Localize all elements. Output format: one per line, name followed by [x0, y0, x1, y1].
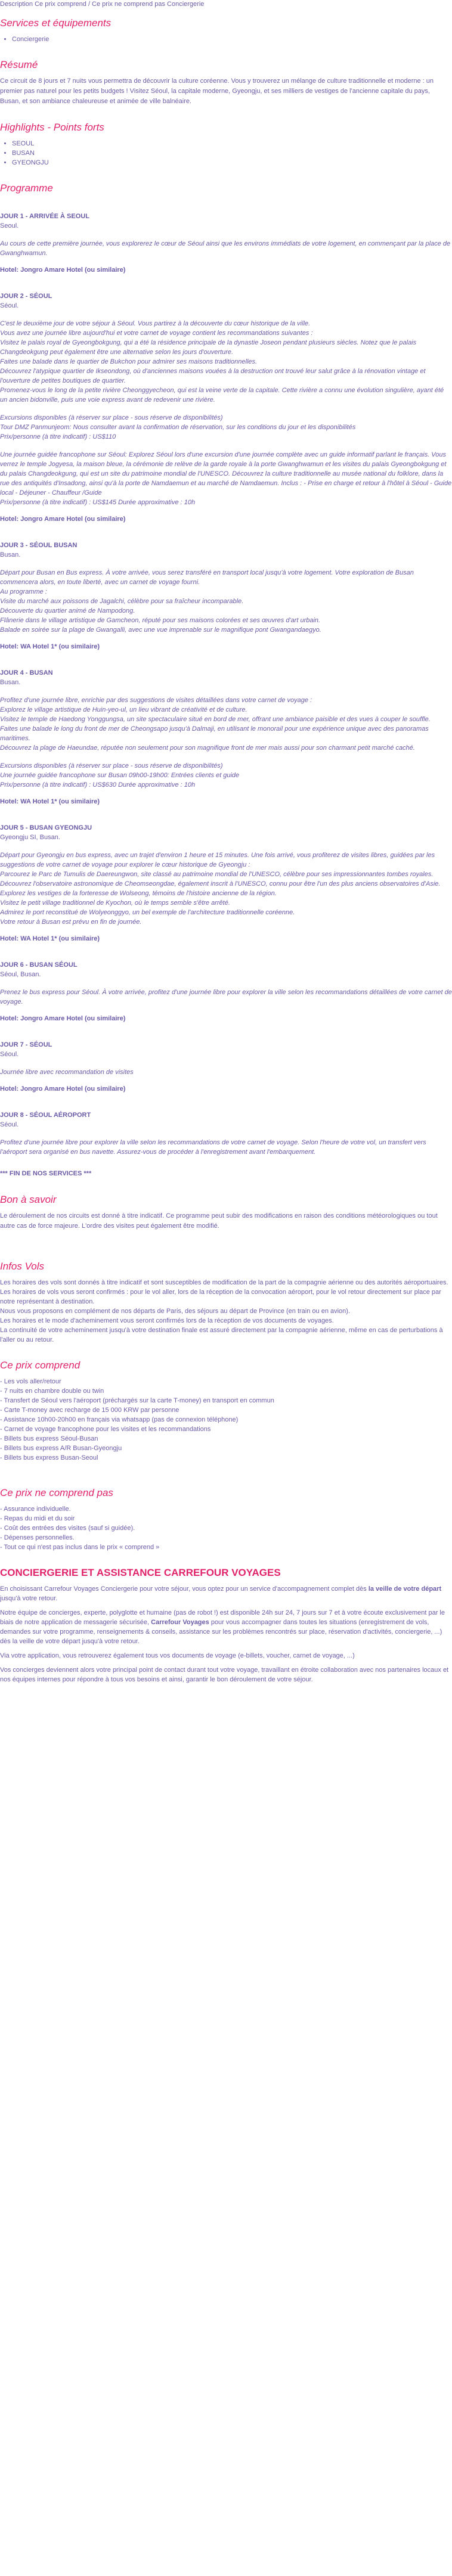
- day-description: [0, 568, 452, 635]
- day-paragraph: Une journée guidée francophone sur Séoul: Explorez Séoul lors d'une excursion d'une journée complète avec un guide informatif parlant le français. Vous verrez le temple Jogyesa, la maison bleue, la cérémonie de relève de la garde royale à la porte Gwanghwamun et les visites du palais Gyeongbokgung et du palais Changdeokgung, qui est un site du patrimoine mondial de l'UNESCO. Découvrez la culture traditionnelle au musée national du folklore, dans la rue des antiquités d'Insadong, ainsi qu'à la porte de Namdaemun et au marché de Namdaemun. Inclus : - Prise en charge et retour à l'hôtel à Séoul - Guide local - Déjeuner - Chauffeur /Guide: [0, 451, 452, 496]
- paragraph-gap: [0, 405, 452, 413]
- highlight-item: • SEOUL: [12, 139, 452, 148]
- highlight-item: • GYEONGJU: [12, 158, 452, 167]
- conciergerie-p1-pre: En choisissant Carrefour Voyages Conciergerie pour votre séjour, vous optez pour un service d'accompagnement complet dès: [0, 1585, 369, 1593]
- day-place: Busan.: [0, 679, 21, 686]
- bon-a-savoir-text: Le déroulement de nos circuits est donné à titre indicatif. Ce programme peut subir des modifications en raison des conditions météorologiques ou tout autre cas de force majeure. L'ordre des visites peut également être modifié.: [0, 1212, 438, 1230]
- highlights-list: [0, 139, 452, 167]
- day-place: Séoul.: [0, 1121, 19, 1128]
- day-description: [0, 696, 452, 790]
- day-hotel: Hotel: WA Hotel 1* (ou similaire): [0, 935, 100, 942]
- programme-day: [0, 1110, 452, 1157]
- day-title: JOUR 2 - SÉOUL: [0, 293, 52, 300]
- day-place: Gyeongju SI, Busan.: [0, 834, 60, 841]
- programme-day: [0, 668, 452, 806]
- day-hotel: Hotel: Jongro Amare Hotel (ou similaire): [0, 266, 126, 274]
- infos-vols-paragraph: Nous vous proposons en complément de nos départs de Paris, des séjours au départ de Province (en train ou en avion).: [0, 1308, 351, 1315]
- day-paragraph: Flânerie dans le village artistique de Gamcheon, réputé pour ses maisons colorées et ses œuvres d'art urbain.: [0, 617, 321, 624]
- day-description: [0, 851, 452, 927]
- day-paragraph: Faites une balade le long du front de mer de Cheongsapo jusqu'à Dalmaji, en utilisant le monorail pour une expérience unique avec des panoramas maritimes.: [0, 725, 429, 742]
- day-hotel: Hotel: WA Hotel 1* (ou similaire): [0, 798, 100, 805]
- infos-vols-paragraph: Les horaires et le mode d'acheminement vous seront confirmés lors de la réception de vos documents de voyages.: [0, 1317, 334, 1324]
- conciergerie-p2-bold: Carrefour Voyages: [151, 1619, 209, 1626]
- conciergerie-p2-post: pour vous accompagner dans toutes les situations (enregistrement de vols, demandes sur votre programme, renseignements & conseils, assistance sur les problèmes rencontrés sur place, réservation d'activités, conciergerie, ...) dès la veille de votre départ jusqu'à votre retour.: [0, 1619, 442, 1645]
- day-paragraph: Balade en soirée sur la plage de Gwangalli, avec une vue imprenable sur le magnifique pont Gwangandaegyo.: [0, 626, 321, 634]
- prix-ne-comprend-item: - Dépenses personnelles.: [0, 1534, 75, 1541]
- day-paragraph: Découverte du quartier animé de Nampodong.: [0, 607, 135, 614]
- day-paragraph: Découvrez la plage de Haeundae, réputée non seulement pour son magnifique front de mer mais aussi pour son charmant petit marché caché.: [0, 744, 415, 752]
- day-title: JOUR 1 - ARRIVÉE À SEOUL: [0, 213, 89, 220]
- infos-vols-paragraph: Les horaires de vols vous seront confirmés : pour le vol aller, lors de la réception de la convocation aéroport, pour le vol retour directement sur place par notre représentant à destination.: [0, 1289, 441, 1305]
- day-paragraph: Parcourez le Parc de Tumulis de Daereungwon, site classé au patrimoine mondial de l'UNESCO, célèbre pour ses impressionnantes tombes royales.: [0, 871, 434, 878]
- day-paragraph: Au programme :: [0, 588, 47, 595]
- prix-comprend-item: - Assistance 10h00-20h00 en français via whatsapp (pas de connexion téléphone): [0, 1416, 239, 1423]
- day-paragraph: Votre retour à Busan est prévu en fin de journée.: [0, 918, 142, 926]
- day-paragraph: C'est le deuxième jour de votre séjour à Séoul. Vous partirez à la découverte du cœur historique de la ville.: [0, 320, 311, 327]
- day-title: JOUR 3 - SÉOUL BUSAN: [0, 542, 78, 549]
- prix-comprend-item: - Billets bus express Busan-Seoul: [0, 1454, 98, 1461]
- conciergerie-paragraph: [0, 1584, 452, 1603]
- programme-day: [0, 541, 452, 651]
- day-paragraph: Profitez d'une journée libre, enrichie par des suggestions de visites détaillées dans votre carnet de voyage :: [0, 697, 312, 704]
- resume-title: Résumé: [0, 59, 38, 70]
- prix-comprend-item: - Transfert de Séoul vers l'aéroport (préchargés sur la carte T-money) en transport en commun: [0, 1397, 274, 1404]
- prix-ne-comprend-list: [0, 1504, 452, 1552]
- highlight-item: • BUSAN: [12, 148, 452, 158]
- day-hotel: Hotel: Jongro Amare Hotel (ou similaire): [0, 516, 126, 523]
- description-tabs-line: Description Ce prix comprend / Ce prix ne comprend pas Conciergerie: [0, 1, 205, 8]
- end-of-services-marker: *** FIN DE NOS SERVICES ***: [0, 1170, 92, 1177]
- day-paragraph: Journée libre avec recommandation de visites: [0, 1069, 134, 1076]
- programme-day: [0, 823, 452, 944]
- conciergerie-text: [0, 1584, 452, 1684]
- programme-day: [0, 291, 452, 524]
- day-place: Séoul.: [0, 1051, 19, 1058]
- day-hotel: Hotel: Jongro Amare Hotel (ou similaire): [0, 1085, 126, 1093]
- prix-comprend-item: - 7 nuits en chambre double ou twin: [0, 1388, 104, 1395]
- day-description: [0, 319, 452, 507]
- day-place: Séoul, Busan.: [0, 971, 41, 978]
- day-paragraph: Promenez-vous le long de la petite rivière Cheonggyecheon, qui est la veine verte de la capitale. Cette rivière a connu une évolution singulière, ayant été un ancien bidonville, puis une voie express avant de redevenir une rivière.: [0, 387, 444, 404]
- day-paragraph: Au cours de cette première journée, vous explorerez le cœur de Séoul ainsi que les environs immédiats de votre logement, en commençant par la place de Gwanghwamun.: [0, 240, 451, 257]
- prix-ne-comprend-title: Ce prix ne comprend pas: [0, 1487, 113, 1498]
- day-paragraph: Découvrez l'atypique quartier de Ikseondong, où d'anciennes maisons vouées à la destruction ont trouvé leur salut grâce à la rénovation vintage et l'ouverture de petites boutiques de quartier.: [0, 368, 426, 384]
- day-paragraph: Visitez le petit village traditionnel de Kyochon, où le temps semble s'être arrêté.: [0, 899, 230, 907]
- programme-days: [0, 212, 452, 1157]
- day-title: JOUR 5 - BUSAN GYEONGJU: [0, 824, 92, 831]
- conciergerie-paragraph: [0, 1608, 452, 1646]
- day-paragraph: Excursions disponibles (à réserver sur place - sous réserve de disponibilités): [0, 414, 223, 421]
- resume-text: Ce circuit de 8 jours et 7 nuits vous permettra de découvrir la culture coréenne. Vous y trouverez un mélange de culture traditionnelle et moderne : un premier pas naturel pour les petits budgets ! Visitez Séoul, la capitale moderne, Gyeongju, et ses milliers de vestiges de l'ancienne capitale du pays, Busan, et son ambiance chaleureuse et animée de ville balnéaire.: [0, 77, 434, 105]
- prix-ne-comprend-item: - Assurance individuelle.: [0, 1506, 71, 1513]
- day-paragraph: Explorez le village artistique de Huin-yeo-ul, un lieu vibrant de créativité et de culture.: [0, 706, 247, 713]
- conciergerie-p1-post: jusqu'à votre retour.: [0, 1595, 58, 1602]
- day-description: [0, 988, 452, 1007]
- day-paragraph: Visitez le temple de Haedong Yonggungsa, un site spectaculaire situé en bord de mer, offrant une ambiance paisible et des vues à couper le souffle.: [0, 716, 431, 723]
- service-item: • Conciergerie: [12, 35, 452, 44]
- prix-comprend-item: - Billets bus express A/R Busan-Gyeongju: [0, 1445, 122, 1452]
- day-paragraph: Faites une balade dans le quartier de Bukchon pour admirer ses maisons traditionnelles.: [0, 358, 258, 365]
- programme-title: Programme: [0, 182, 53, 194]
- conciergerie-paragraph: Vos concierges deviennent alors votre principal point de contact durant tout votre voyage, travaillant en étroite collaboration avec nos partenaires locaux et nos équipes internes pour répondre à tous vos besoins et ainsi, garantir le bon déroulement de votre séjour.: [0, 1666, 449, 1683]
- conciergerie-title: CONCIERGERIE ET ASSISTANCE CARREFOUR VOYAGES: [0, 1567, 281, 1578]
- day-paragraph: Admirez le port reconstitué de Wolyeonggyo, un bel exemple de l'architecture traditionnelle coréenne.: [0, 909, 295, 916]
- day-paragraph: Prix/personne (à titre indicatif) : US$145 Durée approximative : 10h: [0, 499, 196, 506]
- prix-comprend-item: - Carte T-money avec recharge de 15 000 KRW par personne: [0, 1407, 179, 1414]
- paragraph-gap: [0, 442, 452, 450]
- services-title: Services et équipements: [0, 17, 112, 29]
- conciergerie-paragraph: Via votre application, vous retrouverez également tous vos documents de voyage (e-billets, voucher, carnet de voyage, ...): [0, 1652, 355, 1659]
- day-paragraph: Une journée guidée francophone sur Busan 09h00-19h00: Entrées clients et guide: [0, 772, 240, 779]
- day-place: Séoul.: [0, 302, 19, 309]
- day-paragraph: Visitez le palais royal de Gyeongbokgung, qui a été la résidence principale de la dynastie Joseon pendant plusieurs siècles. Notez que le palais Changdeokgung peut également être une alternative selon les jours d'ouverture.: [0, 339, 417, 356]
- day-description: [0, 1067, 452, 1077]
- prix-comprend-item: - Billets bus express Séoul-Busan: [0, 1435, 98, 1442]
- programme-day: [0, 1040, 452, 1094]
- programme-day: [0, 960, 452, 1023]
- day-paragraph: Profitez d'une journée libre pour explorer la ville selon les recommandations de votre carnet de voyage. Selon l'heure de votre vol, un transfert vers l'aéroport sera organisé en bus navette. Assurez-vous de procéder à l'enregistrement avant l'embarquement.: [0, 1139, 426, 1156]
- day-paragraph: Visite du marché aux poissons de Jagalchi, célèbre pour sa fraîcheur incomparable.: [0, 598, 244, 605]
- day-paragraph: Prix/personne (à titre indicatif) : US$630 Durée approximative : 10h: [0, 781, 196, 789]
- infos-vols-text: [0, 1278, 452, 1345]
- prix-comprend-item: - Les vols aller/retour: [0, 1378, 61, 1385]
- programme-day: [0, 212, 452, 275]
- day-place: Busan.: [0, 551, 21, 558]
- day-description: [0, 1138, 452, 1157]
- prix-comprend-list: [0, 1377, 452, 1463]
- day-place: Seoul.: [0, 222, 19, 229]
- day-hotel: Hotel: Jongro Amare Hotel (ou similaire): [0, 1015, 126, 1022]
- day-paragraph: Prenez le bus express pour Séoul. À votre arrivée, profitez d'une journée libre pour explorer la ville selon les recommandations détaillées de votre carnet de voyage.: [0, 989, 452, 1005]
- prix-comprend-title: Ce prix comprend: [0, 1360, 81, 1371]
- day-paragraph: Départ pour Busan en Bus express. À votre arrivée, vous serez transféré en transport local jusqu'à votre logement. Votre exploration de Busan commencera alors, en toute liberté, avec un carnet de voyage fourni.: [0, 569, 414, 586]
- day-description: [0, 239, 452, 258]
- day-hotel: Hotel: WA Hotel 1* (ou similaire): [0, 643, 100, 650]
- day-paragraph: Explorez les vestiges de la forteresse de Wolseong, témoins de l'histoire ancienne de la région.: [0, 890, 277, 897]
- day-paragraph: Découvrez l'observatoire astronomique de Cheomseongdae, également inscrit à l'UNESCO, connu pour être l'un des plus anciens observatoires d'Asie.: [0, 880, 441, 887]
- day-paragraph: Excursions disponibles (à réserver sur place - sous réserve de disponibilités): [0, 762, 223, 769]
- infos-vols-paragraph: Les horaires des vols sont donnés à titre indicatif et sont susceptibles de modification de la part de la compagnie aérienne ou des autorités aéroportuaires.: [0, 1279, 448, 1286]
- highlights-title: Highlights - Points forts: [0, 122, 104, 133]
- day-title: JOUR 4 - BUSAN: [0, 669, 53, 676]
- paragraph-gap: [0, 753, 452, 761]
- prix-comprend-item: - Carnet de voyage francophone pour les visites et les recommandations: [0, 1426, 211, 1433]
- conciergerie-p1-bold: la veille de votre départ: [368, 1585, 442, 1593]
- day-paragraph: Vous avez une journée libre aujourd'hui et votre carnet de voyage contient les recommandations suivantes :: [0, 330, 313, 337]
- services-list: [0, 35, 452, 44]
- prix-ne-comprend-item: - Coût des entrées des visites (sauf si guidée).: [0, 1525, 135, 1532]
- prix-ne-comprend-item: - Tout ce qui n'est pas inclus dans le prix « comprend »: [0, 1544, 160, 1551]
- bon-a-savoir-title: Bon à savoir: [0, 1194, 57, 1205]
- day-paragraph: Départ pour Gyeongju en bus express, avec un trajet d'environ 1 heure et 15 minutes. Une fois arrivé, vous profiterez de visites libres, guidées par les suggestions de votre carnet de voyage pour explorer le cœur historique de Gyeongju :: [0, 852, 435, 868]
- day-paragraph: Tour DMZ Panmunjeom: Nous consulter avant la confirmation de réservation, sur les conditions du jour et les disponibilités: [0, 424, 356, 431]
- infos-vols-title: Infos Vols: [0, 1261, 45, 1272]
- conciergerie-p2-pre: Notre équipe de concierges, experte, polyglotte et humaine (pas de robot !) est disponible 24h sur 24, 7 jours sur 7 et à votre écoute exclusivement par le biais de notre application de messagerie sécurisée,: [0, 1609, 445, 1626]
- day-title: JOUR 6 - BUSAN SÉOUL: [0, 961, 78, 969]
- day-title: JOUR 7 - SÉOUL: [0, 1041, 52, 1048]
- day-title: JOUR 8 - SÉOUL AÉROPORT: [0, 1112, 91, 1119]
- prix-ne-comprend-item: - Repas du midi et du soir: [0, 1515, 75, 1522]
- day-paragraph: Prix/personne (à titre indicatif) : US$110: [0, 433, 116, 440]
- infos-vols-paragraph: La continuité de votre acheminement jusqu'à votre destination finale est assuré directement par la compagnie aérienne, même en cas de perturbations à l'aller ou au retour.: [0, 1327, 443, 1343]
